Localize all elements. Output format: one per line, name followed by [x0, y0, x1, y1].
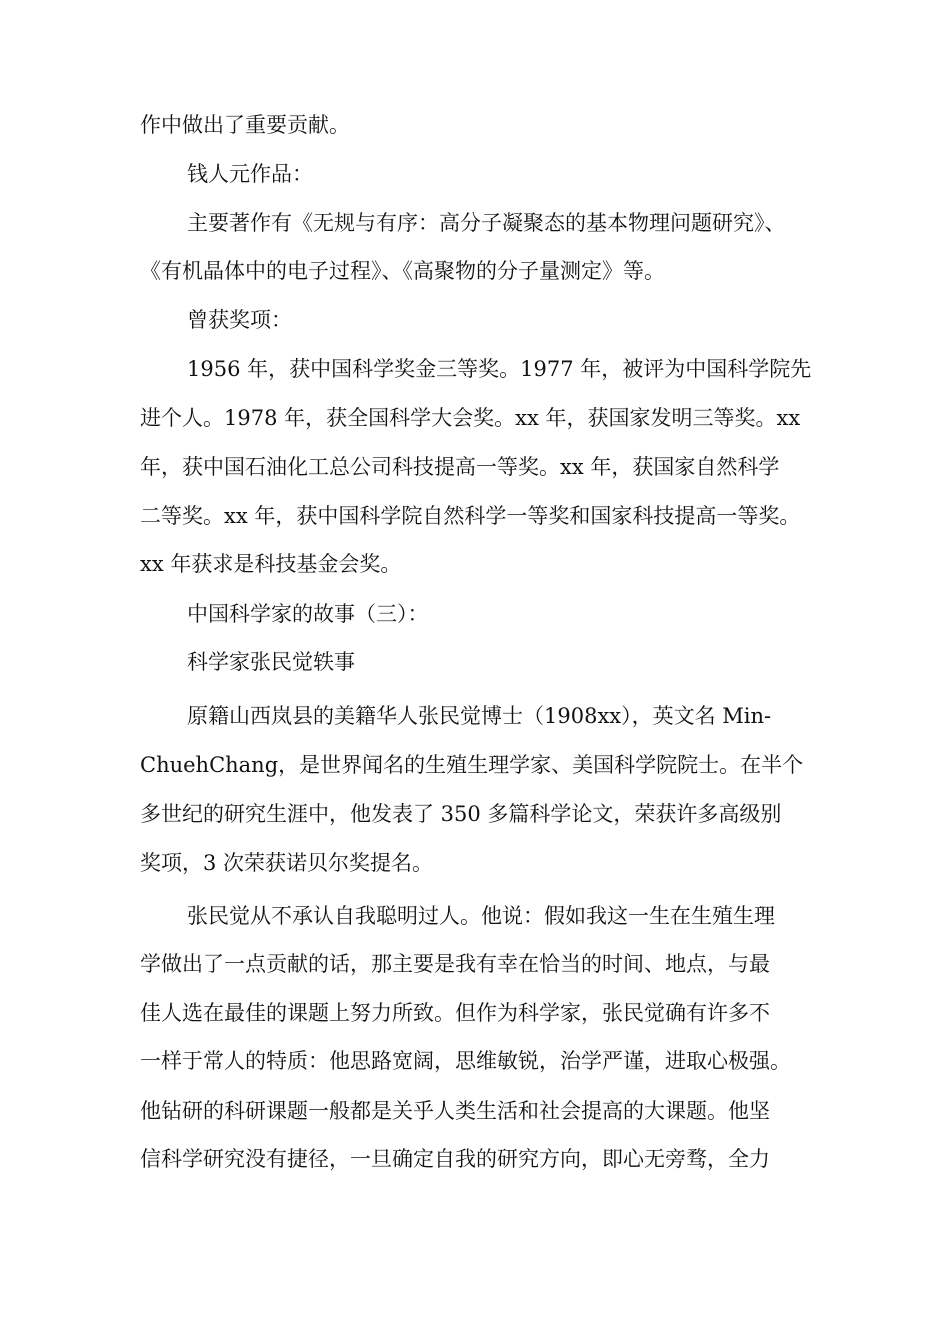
text-line: 主要著作有《无规与有序：高分子凝聚态的基本物理问题研究》、	[187, 211, 786, 235]
text-line: 一样于常人的特质：他思路宽阔，思维敏锐，治学严谨，进取心极强。	[140, 1049, 791, 1073]
text-line: 奖项，3 次荣获诺贝尔奖提名。	[140, 851, 434, 875]
text-line: 《有机晶体中的电子过程》、《高聚物的分子量测定》等。	[140, 259, 665, 283]
text-line: 他钻研的科研课题一般都是关乎人类生活和社会提高的大课题。他坚	[140, 1099, 770, 1123]
text-line: 作中做出了重要贡献。	[140, 113, 350, 137]
section-heading: 钱人元作品：	[187, 162, 313, 186]
text-line: 学做出了一点贡献的话，那主要是我有幸在恰当的时间、地点，与最	[140, 952, 770, 976]
text-line: 二等奖。xx 年，获中国科学院自然科学一等奖和国家科技提高一等奖。	[140, 504, 801, 528]
text-line: 佳人选在最佳的课题上努力所致。但作为科学家，张民觉确有许多不	[140, 1001, 770, 1025]
text-line: 年，获中国石油化工总公司科技提高一等奖。xx 年，获国家自然科学	[140, 455, 780, 479]
section-heading: 中国科学家的故事（三）：	[187, 602, 429, 626]
text-line: xx 年获求是科技基金会奖。	[140, 552, 402, 576]
text-line: ChuehChang，是世界闻名的生殖生理学家、美国科学院院士。在半个	[140, 753, 804, 777]
text-line: 多世纪的研究生涯中，他发表了 350 多篇科学论文，荣获许多高级别	[140, 802, 782, 826]
section-heading: 曾获奖项：	[187, 308, 292, 332]
text-line: 信科学研究没有捷径，一旦确定自我的研究方向，即心无旁骛，全力	[140, 1147, 770, 1171]
section-title: 科学家张民觉轶事	[187, 650, 355, 674]
text-line: 张民觉从不承认自我聪明过人。他说：假如我这一生在生殖生理	[187, 904, 775, 928]
text-line: 进个人。1978 年，获全国科学大会奖。xx 年，获国家发明三等奖。xx	[140, 406, 801, 430]
text-line: 1956 年，获中国科学奖金三等奖。1977 年，被评为中国科学院先	[187, 357, 812, 381]
text-line: 原籍山西岚县的美籍华人张民觉博士（1908xx），英文名 Min-	[187, 704, 772, 728]
